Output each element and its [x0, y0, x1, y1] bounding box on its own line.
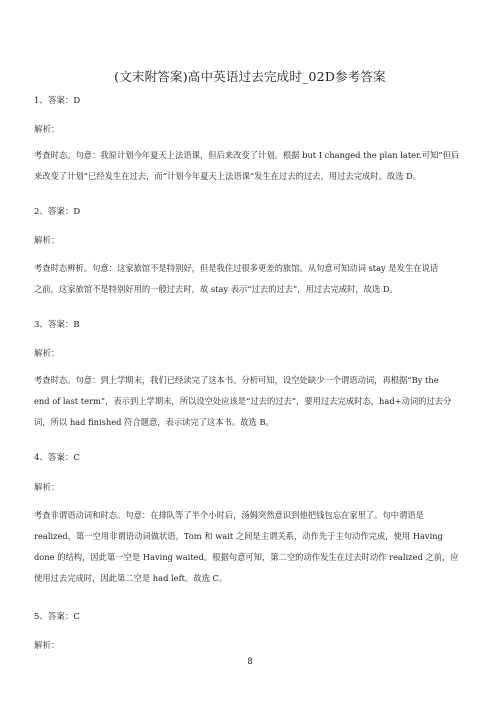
analysis-line: 考查非谓语动词和时态。句意：在排队等了半个小时后，汤姆突然意识到他把钱包忘在家里了。句中谓语是 [34, 510, 424, 520]
analysis-line: 考查时态。句意：到上学期末，我们已经读完了这本书。分析可知，设空处缺少一个谓语动词，再根据“By the [34, 375, 439, 385]
answer-2: 2、答案：D [34, 207, 81, 217]
analysis-text-4 [34, 505, 466, 589]
page-title: (文末附答案)高中英语过去完成时_02D参考答案 [114, 69, 386, 84]
analysis-text-1 [34, 145, 466, 187]
analysis-line: end of last term”，表示到上学期末，所以设空处应该是“过去的过去”，要用过去完成时态，had+动词的过去分 [34, 396, 452, 406]
analysis-line: 之前，这家旅馆不是特别好用的一般过去时，故 stay 表示“过去的过去”，用过去完成时，故选 D。 [34, 284, 398, 294]
page-number: 8 [247, 657, 253, 667]
answer-4: 4、答案：C [34, 453, 80, 463]
answer-5: 5、答案：C [34, 612, 80, 622]
analysis-label-4: 解析： [34, 483, 60, 493]
analysis-line: done 的结构，因此第一空是 Having waited。根据句意可知，第二空的动作发生在过去时动作 realized 之前，应 [34, 552, 459, 562]
answer-3: 3、答案：B [34, 320, 80, 330]
analysis-line: 词，所以 had finished 符合题意，表示读完了这本书。故选 B。 [34, 417, 274, 427]
analysis-line: realized，第一空用非谓语动词做状语，Tom 和 wait 之间是主谓关系，动作先于主句动作完成，使用 Having [34, 531, 443, 541]
analysis-label-1: 解析： [34, 125, 60, 135]
analysis-label-2: 解析： [34, 236, 60, 246]
analysis-line: 使用过去完成时，因此第二空是 had left。故选 C。 [34, 573, 228, 583]
answer-1: 1、答案：D [34, 96, 81, 106]
analysis-label-5: 解析： [34, 641, 60, 651]
analysis-text-3 [34, 370, 466, 433]
analysis-line: 考查时态。句意：我原计划今年夏天上法语课，但后来改变了计划。根据 but I changed the plan later.可知“但后 [34, 150, 460, 160]
analysis-line: 考查时态辨析。句意：这家旅馆不是特别好，但是我住过很多更差的旅馆。从句意可知动词 stay 是发生在说话 [34, 263, 439, 273]
analysis-label-3: 解析： [34, 349, 60, 359]
analysis-line: 来改变了计划”已经发生在过去，而“计划今年夏天上法语课”发生在过去的过去，用过去完成时。故选 D。 [34, 171, 422, 181]
analysis-text-2 [34, 258, 466, 300]
